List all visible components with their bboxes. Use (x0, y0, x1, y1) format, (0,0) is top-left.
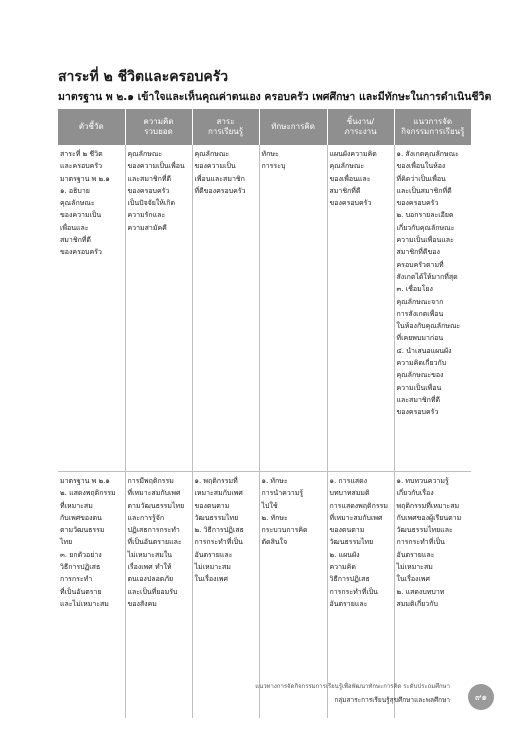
cell-activity: ๑. สังเกตคุณลักษณะ ของเพื่อนในห้อง ที่คิดว่าเป็นเพื่อน และเป็นสมาชิกที่ดี ของครอบครัว ๒. บอกรายละเอียด เกี่ยวกับคุณลักษณะ ความเป็นเพื่อนและ สมาชิกที่ดีของ ครอบครัวตามที่ สังเกตได้ให้มากที่สุด ๓. เชื่อมโยง คุณลักษณะจาก การสังเกตเพื่อน ในห้องกับคุณลักษณะ ที่เคยพบมาก่อน ๔. นำเสนอแผนผัง ความคิดเกี่ยวกับ คุณลักษณะของ ความเป็นเพื่อน และสมาชิกที่ดี ของครอบครัว (394, 145, 471, 472)
page-number: ๙๑ (468, 684, 494, 710)
curriculum-table (58, 109, 471, 718)
cell-indicator: มาตรฐาน พ ๒.๑ ๒. แสดงพฤติกรรม ที่เหมาะสม กับเพศของตน ตามวัฒนธรรม ไทย ๓. ยกตัวอย่าง วิธีการปฏิเสธ การกระทำ ที่เป็นอันตราย และไม่เหมาะสม (58, 472, 125, 719)
cell-thinking-skill: ทักษะ การระบุ (259, 145, 327, 472)
cell-activity: ๑. ทบทวนความรู้ เกี่ยวกับเรื่อง พฤติกรรมที่เหมาะสม กับเพศของผู้เรียนตาม วัฒนธรรมไทยและ การกระทำที่เป็น อันตรายและ ไม่เหมาะสม ในเรื่องเพศ ๒. แสดงบทบาท สมมติเกี่ยวกับ (396, 477, 462, 608)
cell-concept: คุณลักษณะ ของความเป็นเพื่อน และสมาชิกที่ดี ของครอบครัว เป็นปัจจัยให้เกิด ความรักและ ความสามัคคี (125, 145, 192, 472)
footer-subject: กลุ่มสาระการเรียนรู้สุขศึกษาและพลศึกษา (334, 696, 450, 704)
header-task: ชิ้นงาน/ ภาระงาน (327, 109, 394, 145)
cell-task: ๑. การแสดง บทบาทสมมติ การแสดงพฤติกรรม ที่เหมาะสมกับเพศ ของตนตาม วัฒนธรรมไทย ๒. แผนผัง ความคิด วิธีการปฏิเสธ การกระทำที่เป็น อันตรายและ (327, 472, 394, 719)
cell-thinking-skill: ๑. ทักษะ การนำความรู้ ไปใช้ ๒. ทักษะ กระบวนการคิด ตัดสินใจ (259, 472, 327, 719)
header-activity: แนวการจัด กิจกรรมการเรียนรู้ (394, 109, 471, 145)
cell-content: ๑. พฤติกรรมที่ เหมาะสมกับเพศ ของตนตาม วัฒนธรรมไทย ๒. วิธีการปฏิเสธ การกระทำที่เป็น อันตรายและ ไม่เหมาะสม ในเรื่องเพศ (192, 472, 259, 719)
table-row (58, 145, 471, 472)
cell-concept: การมีพฤติกรรม ที่เหมาะสมกับเพศ ตามวัฒนธรรมไทย และการรู้จัก ปฏิเสธการกระทำ ที่เป็นอันตรายและ ไม่เหมาะสมใน เรื่องเพศ ทำให้ ตนเองปลอดภัย และเป็นที่ยอมรับ ของสังคม (125, 472, 192, 719)
header-content: สาระ การเรียนรู้ (192, 109, 259, 145)
header-thinking-skill: ทักษะการคิด (259, 109, 327, 145)
standard-subtitle: มาตรฐาน พ ๒.๑ เข้าใจและเห็นคุณค่าตนเอง ครอบครัว เพศศึกษา และมีทักษะในการดำเนินชีวิต (58, 91, 492, 103)
footer-book-title: แนวทางการจัดกิจกรรมการเรียนรู้เพื่อพัฒนาทักษะการคิด ระดับประถมศึกษา (255, 683, 450, 690)
header-concept: ความคิด รวบยอด (125, 109, 192, 145)
cell-indicator: สาระที่ ๒ ชีวิต และครอบครัว มาตรฐาน พ ๒.๑ ๑. อธิบาย คุณลักษณะ ของความเป็น เพื่อนและ สมาชิกที่ดี ของครอบครัว (58, 145, 125, 472)
cell-task: แผนผังความคิด คุณลักษณะ ของเพื่อนและ สมาชิกที่ดี ของครอบครัว (327, 145, 394, 472)
header-indicator: ตัวชี้วัด (58, 109, 125, 145)
section-title: สาระที่ ๒ ชีวิตและครอบครัว (58, 69, 229, 85)
table-header-row (58, 109, 471, 145)
cell-content: คุณลักษณะ ของความเป็น เพื่อนและสมาชิก ที่ดีของครอบครัว (192, 145, 259, 472)
